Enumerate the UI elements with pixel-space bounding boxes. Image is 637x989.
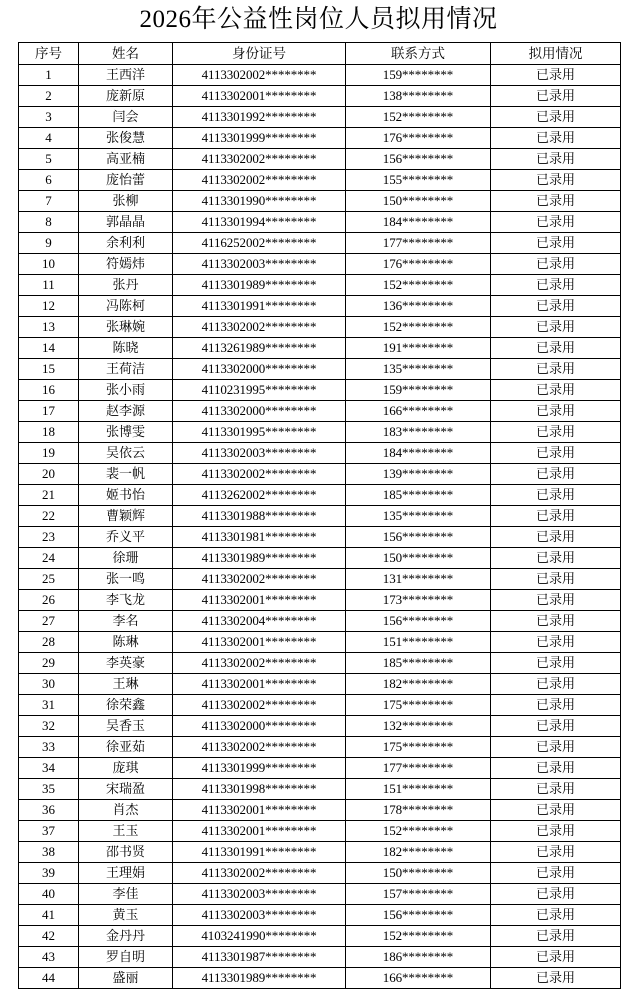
cell-name: 张丹 [79, 275, 173, 296]
cell-id: 4113302002******** [173, 464, 346, 485]
cell-status: 已录用 [491, 296, 621, 317]
cell-seq: 12 [19, 296, 79, 317]
cell-name: 宋瑞盈 [79, 779, 173, 800]
cell-phone: 184******** [346, 443, 491, 464]
cell-id: 4113302003******** [173, 443, 346, 464]
cell-phone: 150******** [346, 863, 491, 884]
table-row [19, 254, 621, 275]
table-row [19, 464, 621, 485]
cell-seq: 26 [19, 590, 79, 611]
cell-phone: 156******** [346, 611, 491, 632]
column-header-name: 姓名 [79, 43, 173, 65]
cell-name: 张小雨 [79, 380, 173, 401]
cell-seq: 16 [19, 380, 79, 401]
cell-status: 已录用 [491, 527, 621, 548]
table-row [19, 968, 621, 989]
cell-phone: 156******** [346, 905, 491, 926]
table-row [19, 821, 621, 842]
table-row [19, 107, 621, 128]
cell-phone: 178******** [346, 800, 491, 821]
cell-name: 王西洋 [79, 65, 173, 86]
cell-id: 4113261989******** [173, 338, 346, 359]
cell-id: 4113301990******** [173, 191, 346, 212]
cell-name: 徐珊 [79, 548, 173, 569]
cell-name: 赵李源 [79, 401, 173, 422]
cell-name: 冯陈柯 [79, 296, 173, 317]
cell-name: 庞琪 [79, 758, 173, 779]
cell-status: 已录用 [491, 65, 621, 86]
roster-table [18, 42, 621, 989]
table-row [19, 191, 621, 212]
table-row [19, 170, 621, 191]
cell-id: 4116252002******** [173, 233, 346, 254]
cell-seq: 3 [19, 107, 79, 128]
cell-seq: 17 [19, 401, 79, 422]
cell-id: 4110231995******** [173, 380, 346, 401]
cell-seq: 13 [19, 317, 79, 338]
cell-phone: 173******** [346, 590, 491, 611]
cell-id: 4113302001******** [173, 674, 346, 695]
cell-name: 庞怡蕾 [79, 170, 173, 191]
cell-phone: 166******** [346, 968, 491, 989]
cell-status: 已录用 [491, 905, 621, 926]
cell-seq: 14 [19, 338, 79, 359]
table-row [19, 590, 621, 611]
cell-phone: 177******** [346, 758, 491, 779]
cell-phone: 152******** [346, 317, 491, 338]
cell-name: 盛丽 [79, 968, 173, 989]
cell-id: 4113301981******** [173, 527, 346, 548]
cell-id: 4113302001******** [173, 632, 346, 653]
cell-seq: 9 [19, 233, 79, 254]
cell-seq: 8 [19, 212, 79, 233]
cell-status: 已录用 [491, 674, 621, 695]
cell-phone: 186******** [346, 947, 491, 968]
cell-id: 4113301987******** [173, 947, 346, 968]
cell-name: 金丹丹 [79, 926, 173, 947]
cell-id: 4103241990******** [173, 926, 346, 947]
cell-id: 4113301995******** [173, 422, 346, 443]
cell-id: 4113302001******** [173, 800, 346, 821]
cell-id: 4113301999******** [173, 128, 346, 149]
cell-name: 吴依云 [79, 443, 173, 464]
cell-phone: 152******** [346, 275, 491, 296]
table-row [19, 317, 621, 338]
cell-seq: 15 [19, 359, 79, 380]
table-row [19, 548, 621, 569]
cell-seq: 35 [19, 779, 79, 800]
cell-phone: 156******** [346, 149, 491, 170]
cell-id: 4113301991******** [173, 842, 346, 863]
cell-phone: 152******** [346, 107, 491, 128]
table-row [19, 149, 621, 170]
cell-phone: 183******** [346, 422, 491, 443]
cell-status: 已录用 [491, 737, 621, 758]
table-row [19, 716, 621, 737]
cell-id: 4113302002******** [173, 65, 346, 86]
cell-name: 闫会 [79, 107, 173, 128]
cell-name: 裴一帆 [79, 464, 173, 485]
cell-id: 4113301989******** [173, 275, 346, 296]
cell-status: 已录用 [491, 359, 621, 380]
cell-name: 李飞龙 [79, 590, 173, 611]
cell-id: 4113302000******** [173, 359, 346, 380]
cell-seq: 18 [19, 422, 79, 443]
column-header-phone: 联系方式 [346, 43, 491, 65]
cell-seq: 41 [19, 905, 79, 926]
cell-seq: 28 [19, 632, 79, 653]
cell-id: 4113262002******** [173, 485, 346, 506]
cell-id: 4113301989******** [173, 548, 346, 569]
cell-status: 已录用 [491, 653, 621, 674]
cell-seq: 1 [19, 65, 79, 86]
table-row [19, 275, 621, 296]
cell-phone: 176******** [346, 254, 491, 275]
cell-status: 已录用 [491, 107, 621, 128]
cell-seq: 38 [19, 842, 79, 863]
cell-name: 张琳婉 [79, 317, 173, 338]
cell-phone: 175******** [346, 695, 491, 716]
table-row [19, 779, 621, 800]
cell-name: 乔义平 [79, 527, 173, 548]
cell-phone: 136******** [346, 296, 491, 317]
cell-status: 已录用 [491, 842, 621, 863]
cell-seq: 11 [19, 275, 79, 296]
table-row [19, 233, 621, 254]
cell-status: 已录用 [491, 233, 621, 254]
cell-name: 王玉 [79, 821, 173, 842]
cell-phone: 150******** [346, 191, 491, 212]
cell-name: 罗自明 [79, 947, 173, 968]
table-row [19, 905, 621, 926]
cell-seq: 43 [19, 947, 79, 968]
cell-status: 已录用 [491, 695, 621, 716]
table-row [19, 863, 621, 884]
cell-seq: 5 [19, 149, 79, 170]
cell-seq: 4 [19, 128, 79, 149]
cell-id: 4113302000******** [173, 716, 346, 737]
cell-phone: 159******** [346, 65, 491, 86]
table-row [19, 611, 621, 632]
table-row [19, 128, 621, 149]
table-row [19, 695, 621, 716]
cell-phone: 157******** [346, 884, 491, 905]
cell-phone: 159******** [346, 380, 491, 401]
cell-seq: 23 [19, 527, 79, 548]
cell-status: 已录用 [491, 926, 621, 947]
roster-table-container [18, 42, 620, 989]
cell-seq: 7 [19, 191, 79, 212]
cell-status: 已录用 [491, 569, 621, 590]
cell-id: 4113302002******** [173, 149, 346, 170]
cell-phone: 139******** [346, 464, 491, 485]
cell-seq: 37 [19, 821, 79, 842]
cell-status: 已录用 [491, 380, 621, 401]
cell-id: 4113302003******** [173, 905, 346, 926]
cell-status: 已录用 [491, 317, 621, 338]
cell-seq: 27 [19, 611, 79, 632]
cell-phone: 150******** [346, 548, 491, 569]
cell-phone: 132******** [346, 716, 491, 737]
cell-seq: 32 [19, 716, 79, 737]
table-row [19, 422, 621, 443]
cell-status: 已录用 [491, 821, 621, 842]
cell-name: 李佳 [79, 884, 173, 905]
cell-name: 李名 [79, 611, 173, 632]
cell-status: 已录用 [491, 212, 621, 233]
table-body [19, 65, 621, 989]
table-row [19, 800, 621, 821]
cell-id: 4113302001******** [173, 821, 346, 842]
cell-id: 4113301992******** [173, 107, 346, 128]
cell-status: 已录用 [491, 548, 621, 569]
cell-name: 张博雯 [79, 422, 173, 443]
cell-name: 肖杰 [79, 800, 173, 821]
cell-name: 符嫣炜 [79, 254, 173, 275]
cell-seq: 20 [19, 464, 79, 485]
table-row [19, 86, 621, 107]
cell-id: 4113302002******** [173, 737, 346, 758]
cell-id: 4113301991******** [173, 296, 346, 317]
cell-seq: 21 [19, 485, 79, 506]
cell-phone: 155******** [346, 170, 491, 191]
table-row [19, 653, 621, 674]
cell-seq: 31 [19, 695, 79, 716]
cell-name: 王琳 [79, 674, 173, 695]
cell-status: 已录用 [491, 128, 621, 149]
cell-name: 余利利 [79, 233, 173, 254]
cell-id: 4113302002******** [173, 863, 346, 884]
table-row [19, 674, 621, 695]
cell-status: 已录用 [491, 716, 621, 737]
cell-id: 4113302000******** [173, 401, 346, 422]
cell-phone: 182******** [346, 842, 491, 863]
cell-id: 4113301989******** [173, 968, 346, 989]
cell-phone: 185******** [346, 653, 491, 674]
cell-status: 已录用 [491, 401, 621, 422]
table-row [19, 65, 621, 86]
table-row [19, 926, 621, 947]
cell-seq: 22 [19, 506, 79, 527]
cell-phone: 185******** [346, 485, 491, 506]
cell-status: 已录用 [491, 506, 621, 527]
cell-status: 已录用 [491, 149, 621, 170]
cell-status: 已录用 [491, 170, 621, 191]
page-title: 2026年公益性岗位人员拟用情况 [139, 6, 498, 33]
cell-seq: 29 [19, 653, 79, 674]
cell-status: 已录用 [491, 779, 621, 800]
cell-name: 陈晓 [79, 338, 173, 359]
document-page [0, 2, 637, 988]
cell-name: 邵书贤 [79, 842, 173, 863]
cell-seq: 34 [19, 758, 79, 779]
table-row [19, 485, 621, 506]
cell-status: 已录用 [491, 254, 621, 275]
cell-name: 曹颖辉 [79, 506, 173, 527]
table-row [19, 401, 621, 422]
cell-status: 已录用 [491, 485, 621, 506]
cell-name: 徐荣鑫 [79, 695, 173, 716]
table-row [19, 569, 621, 590]
cell-id: 4113301999******** [173, 758, 346, 779]
cell-id: 4113302002******** [173, 170, 346, 191]
column-header-status: 拟用情况 [491, 43, 621, 65]
cell-seq: 30 [19, 674, 79, 695]
cell-name: 王荷洁 [79, 359, 173, 380]
cell-phone: 156******** [346, 527, 491, 548]
cell-phone: 184******** [346, 212, 491, 233]
cell-seq: 33 [19, 737, 79, 758]
cell-phone: 152******** [346, 926, 491, 947]
table-row [19, 296, 621, 317]
table-header-row [19, 43, 621, 65]
cell-phone: 151******** [346, 779, 491, 800]
table-row [19, 443, 621, 464]
cell-status: 已录用 [491, 338, 621, 359]
cell-id: 4113302001******** [173, 590, 346, 611]
cell-name: 王理娟 [79, 863, 173, 884]
cell-status: 已录用 [491, 443, 621, 464]
cell-phone: 135******** [346, 506, 491, 527]
table-header [19, 43, 621, 65]
cell-seq: 36 [19, 800, 79, 821]
cell-status: 已录用 [491, 800, 621, 821]
cell-id: 4113301998******** [173, 779, 346, 800]
table-row [19, 359, 621, 380]
cell-name: 庞新原 [79, 86, 173, 107]
cell-name: 张俊慧 [79, 128, 173, 149]
cell-seq: 6 [19, 170, 79, 191]
table-row [19, 527, 621, 548]
cell-name: 徐亚茹 [79, 737, 173, 758]
cell-seq: 2 [19, 86, 79, 107]
cell-id: 4113301988******** [173, 506, 346, 527]
table-row [19, 212, 621, 233]
cell-id: 4113302003******** [173, 884, 346, 905]
cell-seq: 25 [19, 569, 79, 590]
cell-seq: 24 [19, 548, 79, 569]
cell-phone: 166******** [346, 401, 491, 422]
cell-status: 已录用 [491, 590, 621, 611]
cell-id: 4113302002******** [173, 653, 346, 674]
cell-name: 张柳 [79, 191, 173, 212]
table-row [19, 380, 621, 401]
cell-status: 已录用 [491, 884, 621, 905]
cell-phone: 175******** [346, 737, 491, 758]
cell-phone: 138******** [346, 86, 491, 107]
cell-phone: 152******** [346, 821, 491, 842]
cell-status: 已录用 [491, 422, 621, 443]
cell-status: 已录用 [491, 86, 621, 107]
cell-phone: 177******** [346, 233, 491, 254]
cell-status: 已录用 [491, 758, 621, 779]
cell-id: 4113302001******** [173, 86, 346, 107]
table-row [19, 737, 621, 758]
cell-seq: 39 [19, 863, 79, 884]
cell-seq: 40 [19, 884, 79, 905]
cell-name: 姬书怡 [79, 485, 173, 506]
cell-id: 4113302004******** [173, 611, 346, 632]
cell-name: 黄玉 [79, 905, 173, 926]
cell-seq: 42 [19, 926, 79, 947]
table-row [19, 338, 621, 359]
cell-id: 4113302002******** [173, 569, 346, 590]
table-row [19, 884, 621, 905]
cell-id: 4113302003******** [173, 254, 346, 275]
cell-id: 4113302002******** [173, 317, 346, 338]
table-row [19, 506, 621, 527]
table-row [19, 758, 621, 779]
cell-status: 已录用 [491, 968, 621, 989]
table-row [19, 632, 621, 653]
cell-name: 郭晶晶 [79, 212, 173, 233]
cell-phone: 191******** [346, 338, 491, 359]
cell-id: 4113301994******** [173, 212, 346, 233]
cell-seq: 10 [19, 254, 79, 275]
cell-phone: 131******** [346, 569, 491, 590]
cell-status: 已录用 [491, 863, 621, 884]
cell-name: 吴香玉 [79, 716, 173, 737]
cell-phone: 176******** [346, 128, 491, 149]
cell-status: 已录用 [491, 275, 621, 296]
cell-name: 陈琳 [79, 632, 173, 653]
cell-id: 4113302002******** [173, 695, 346, 716]
cell-phone: 182******** [346, 674, 491, 695]
cell-phone: 135******** [346, 359, 491, 380]
cell-status: 已录用 [491, 632, 621, 653]
column-header-seq: 序号 [19, 43, 79, 65]
cell-status: 已录用 [491, 611, 621, 632]
column-header-id: 身份证号 [173, 43, 346, 65]
cell-name: 张一鸣 [79, 569, 173, 590]
table-row [19, 842, 621, 863]
cell-phone: 151******** [346, 632, 491, 653]
cell-seq: 19 [19, 443, 79, 464]
cell-name: 高亚楠 [79, 149, 173, 170]
cell-name: 李英豪 [79, 653, 173, 674]
cell-status: 已录用 [491, 947, 621, 968]
table-row [19, 947, 621, 968]
cell-status: 已录用 [491, 464, 621, 485]
cell-seq: 44 [19, 968, 79, 989]
cell-status: 已录用 [491, 191, 621, 212]
